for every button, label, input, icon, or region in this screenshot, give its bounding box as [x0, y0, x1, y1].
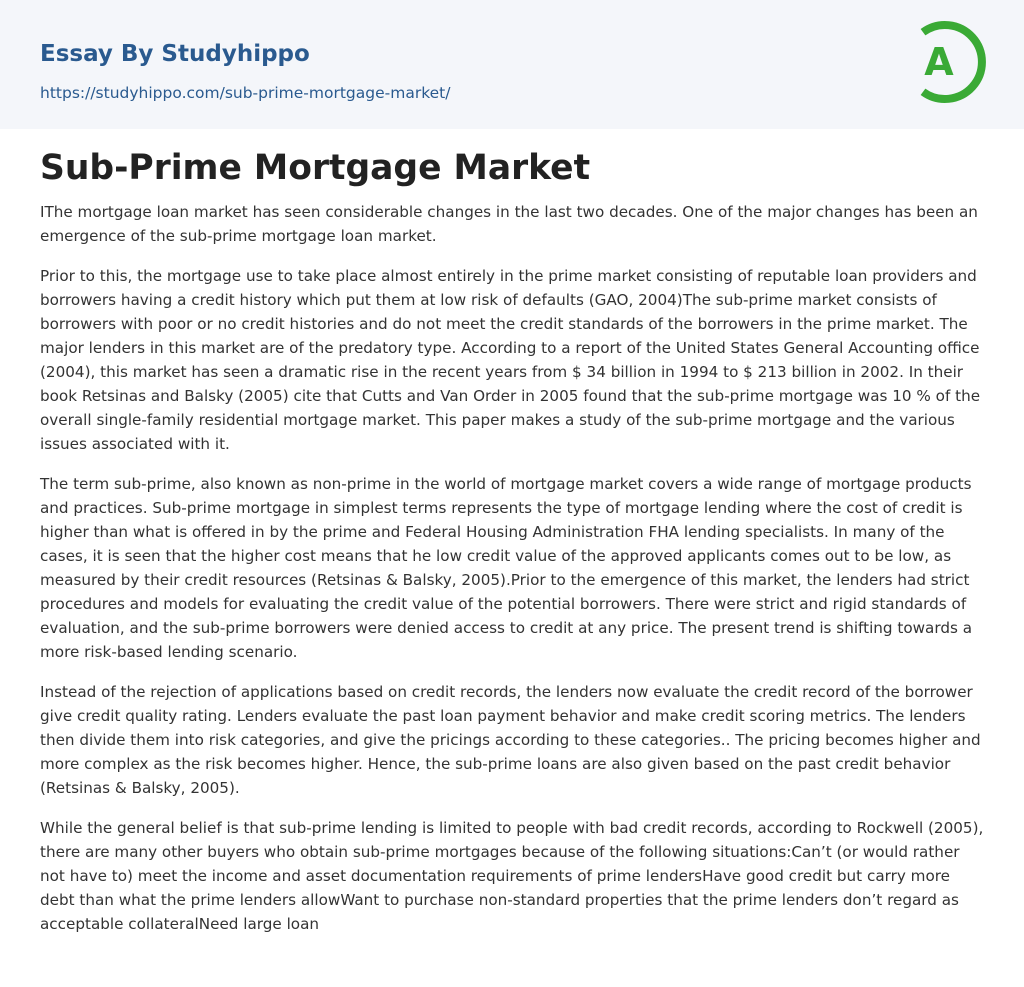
- article-paragraph-3: The term sub-prime, also known as non-prime in the world of mortgage market covers a wide range of mortgage products and practices. Sub-prime mortgage in simplest terms represents the type of mortgage lending where the cost of credit is higher than what is offered in by the prime and Federal Housing Administration FHA lending specialists. In many of the cases, it is seen that the higher cost means that he low credit value of the approved applicants comes out to be low, as measured by their credit resources (Retsinas & Balsky, 2005).Prior to the emergence of this market, the lenders had strict procedures and models for evaluating the credit value of the potential borrowers. There were strict and rigid standards of evaluation, and the sub-prime borrowers were denied access to credit at any price. The present trend is shifting towards a more risk-based lending scenario.: [40, 475, 973, 661]
- studyhippo-logo-icon[interactable]: [913, 19, 987, 105]
- article-paragraph-1: IThe mortgage loan market has seen considerable changes in the last two decades. One of the major changes has been an emergence of the sub-prime mortgage loan market.: [40, 203, 978, 245]
- article: [0, 129, 1024, 936]
- article-paragraph-4: Instead of the rejection of applications based on credit records, the lenders now evaluate the credit record of the borrower give credit quality rating. Lenders evaluate the past loan payment behavior and make credit scoring metrics. The lenders then divide them into risk categories, and give the pricings according to these categories.. The pricing becomes higher and more complex as the risk becomes higher. Hence, the sub-prime loans are also given based on the past credit behavior (Retsinas & Balsky, 2005).: [40, 683, 981, 797]
- site-brand[interactable]: Essay By Studyhippo: [40, 41, 310, 67]
- site-header: [0, 0, 1024, 129]
- article-paragraph-2: Prior to this, the mortgage use to take place almost entirely in the prime market consisting of reputable loan providers and borrowers having a credit history which put them at low risk of defaults (GAO, 2004)The sub-prime market consists of borrowers with poor or no credit histories and do not meet the credit standards of the borrowers in the prime market. The major lenders in this market are of the predatory type. According to a report of the United States General Accounting office (2004), this market has seen a dramatic rise in the recent years from $ 34 billion in 1994 to $ 213 billion in 2002. In their book Retsinas and Balsky (2005) cite that Cutts and Van Order in 2005 found that the sub-prime mortgage was 10 % of the overall single-family residential mortgage market. This paper makes a study of the sub-prime mortgage and the various issues associated with it.: [40, 267, 981, 453]
- logo-letter: A: [924, 40, 954, 84]
- article-title: Sub-Prime Mortgage Market: [40, 148, 591, 188]
- article-paragraph-5: While the general belief is that sub-prime lending is limited to people with bad credit records, according to Rockwell (2005), there are many other buyers who obtain sub-prime mortgages because of the following situations:Can’t (or would rather not have to) meet the income and asset documentation requirements of prime lendersHave good credit but carry more debt than what the prime lenders allowWant to purchase non-standard properties that the prime lenders don’t regard as acceptable collateralNeed large loan: [40, 819, 984, 933]
- essay-url-link[interactable]: https://studyhippo.com/sub-prime-mortgage-market/: [40, 84, 451, 102]
